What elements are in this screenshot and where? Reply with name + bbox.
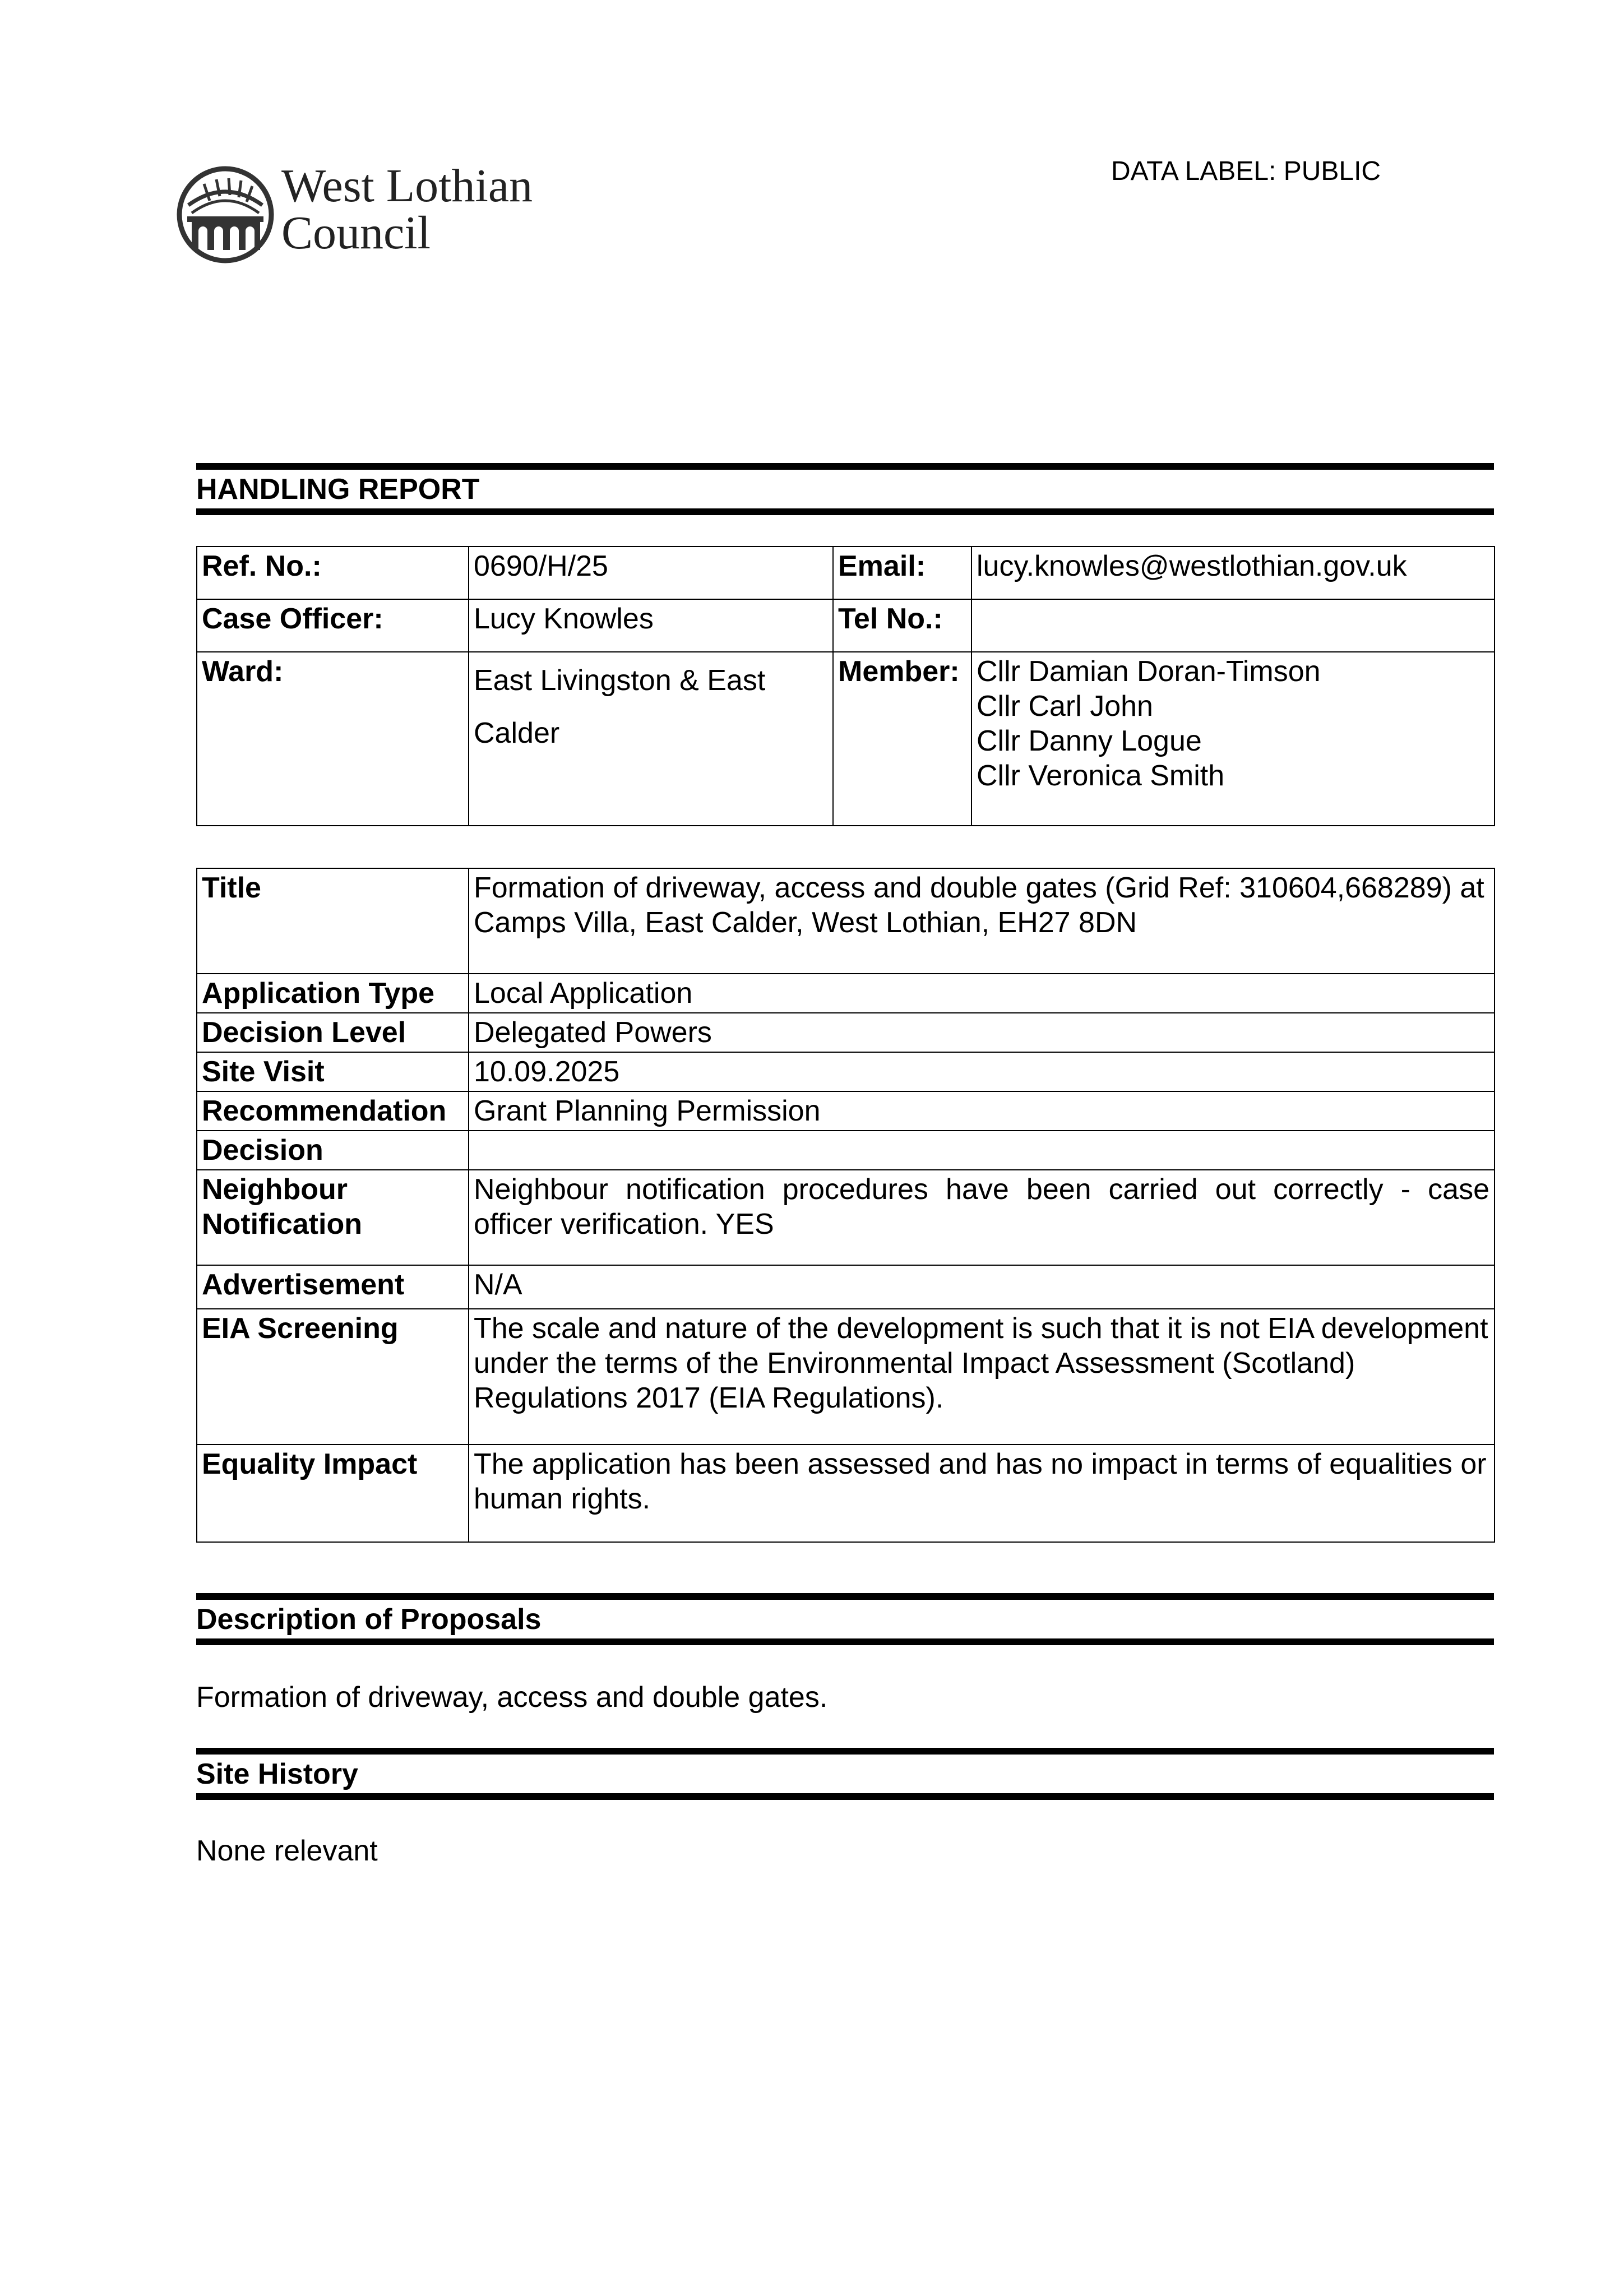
details-table bbox=[196, 868, 1495, 1543]
equality-impact-value: The application has been assessed and has no impact in terms of equalities or human rights. bbox=[469, 1445, 1495, 1542]
decision-level-value: Delegated Powers bbox=[469, 1013, 1495, 1052]
recommendation-value: Grant Planning Permission bbox=[469, 1091, 1495, 1131]
viaduct-emblem-icon bbox=[175, 161, 276, 268]
table-row bbox=[197, 1445, 1495, 1542]
ref-label: Ref. No.: bbox=[197, 547, 469, 599]
decision-value bbox=[469, 1131, 1495, 1170]
tel-value bbox=[971, 599, 1495, 652]
email-value: lucy.knowles@westlothian.gov.uk bbox=[971, 547, 1495, 599]
table-row bbox=[197, 1170, 1495, 1265]
title-label: Title bbox=[197, 868, 469, 974]
ward-label: Ward: bbox=[197, 652, 469, 826]
handling-report-heading: HANDLING REPORT bbox=[196, 463, 1494, 515]
application-type-value: Local Application bbox=[469, 974, 1495, 1013]
contact-table bbox=[196, 546, 1495, 826]
application-type-label: Application Type bbox=[197, 974, 469, 1013]
neighbour-notification-value: Neighbour notification procedures have been carried out correctly - case officer verification. YES bbox=[469, 1170, 1495, 1265]
table-row bbox=[197, 1091, 1495, 1131]
ref-value: 0690/H/25 bbox=[469, 547, 833, 599]
site-history-heading: Site History bbox=[196, 1748, 1494, 1800]
table-row bbox=[197, 1309, 1495, 1445]
email-label: Email: bbox=[833, 547, 971, 599]
site-visit-label: Site Visit bbox=[197, 1052, 469, 1091]
table-row bbox=[197, 1052, 1495, 1091]
eia-screening-label: EIA Screening bbox=[197, 1309, 469, 1445]
table-row bbox=[197, 599, 1495, 652]
title-value: Formation of driveway, access and double gates (Grid Ref: 310604,668289) at Camps Villa, East Calder, West Lothian, EH27 8DN bbox=[469, 868, 1495, 974]
decision-level-label: Decision Level bbox=[197, 1013, 469, 1052]
site-history-text: None relevant bbox=[196, 1835, 378, 1867]
member-list bbox=[971, 652, 1495, 826]
eia-screening-value: The scale and nature of the development is such that it is not EIA development under the terms of the Environmental Impact Assessment (Scotland) Regulations 2017 (EIA Regulations). bbox=[469, 1309, 1495, 1445]
advertisement-value: N/A bbox=[469, 1265, 1495, 1309]
tel-label: Tel No.: bbox=[833, 599, 971, 652]
table-row bbox=[197, 547, 1495, 599]
table-row bbox=[197, 1265, 1495, 1309]
site-visit-value: 10.09.2025 bbox=[469, 1052, 1495, 1091]
table-row bbox=[197, 868, 1495, 974]
description-text: Formation of driveway, access and double gates. bbox=[196, 1681, 828, 1714]
neighbour-notification-label: Neighbour Notification bbox=[197, 1170, 469, 1265]
recommendation-label: Recommendation bbox=[197, 1091, 469, 1131]
member-item: Cllr Damian Doran-Timson bbox=[977, 655, 1321, 688]
table-row bbox=[197, 1131, 1495, 1170]
table-row bbox=[197, 652, 1495, 826]
member-label: Member: bbox=[833, 652, 971, 826]
decision-label: Decision bbox=[197, 1131, 469, 1170]
member-item: Cllr Veronica Smith bbox=[977, 760, 1225, 792]
equality-impact-label: Equality Impact bbox=[197, 1445, 469, 1542]
data-label: DATA LABEL: PUBLIC bbox=[1111, 156, 1381, 186]
logo-wordmark: West Lothian Council bbox=[281, 160, 533, 259]
table-row bbox=[197, 1013, 1495, 1052]
member-item: Cllr Danny Logue bbox=[977, 725, 1202, 757]
case-officer-label: Case Officer: bbox=[197, 599, 469, 652]
council-logo bbox=[175, 161, 556, 274]
description-heading: Description of Proposals bbox=[196, 1593, 1494, 1645]
case-officer-value: Lucy Knowles bbox=[469, 599, 833, 652]
advertisement-label: Advertisement bbox=[197, 1265, 469, 1309]
member-item: Cllr Carl John bbox=[977, 690, 1153, 723]
ward-value: East Livingston & East Calder bbox=[469, 652, 833, 826]
table-row bbox=[197, 974, 1495, 1013]
